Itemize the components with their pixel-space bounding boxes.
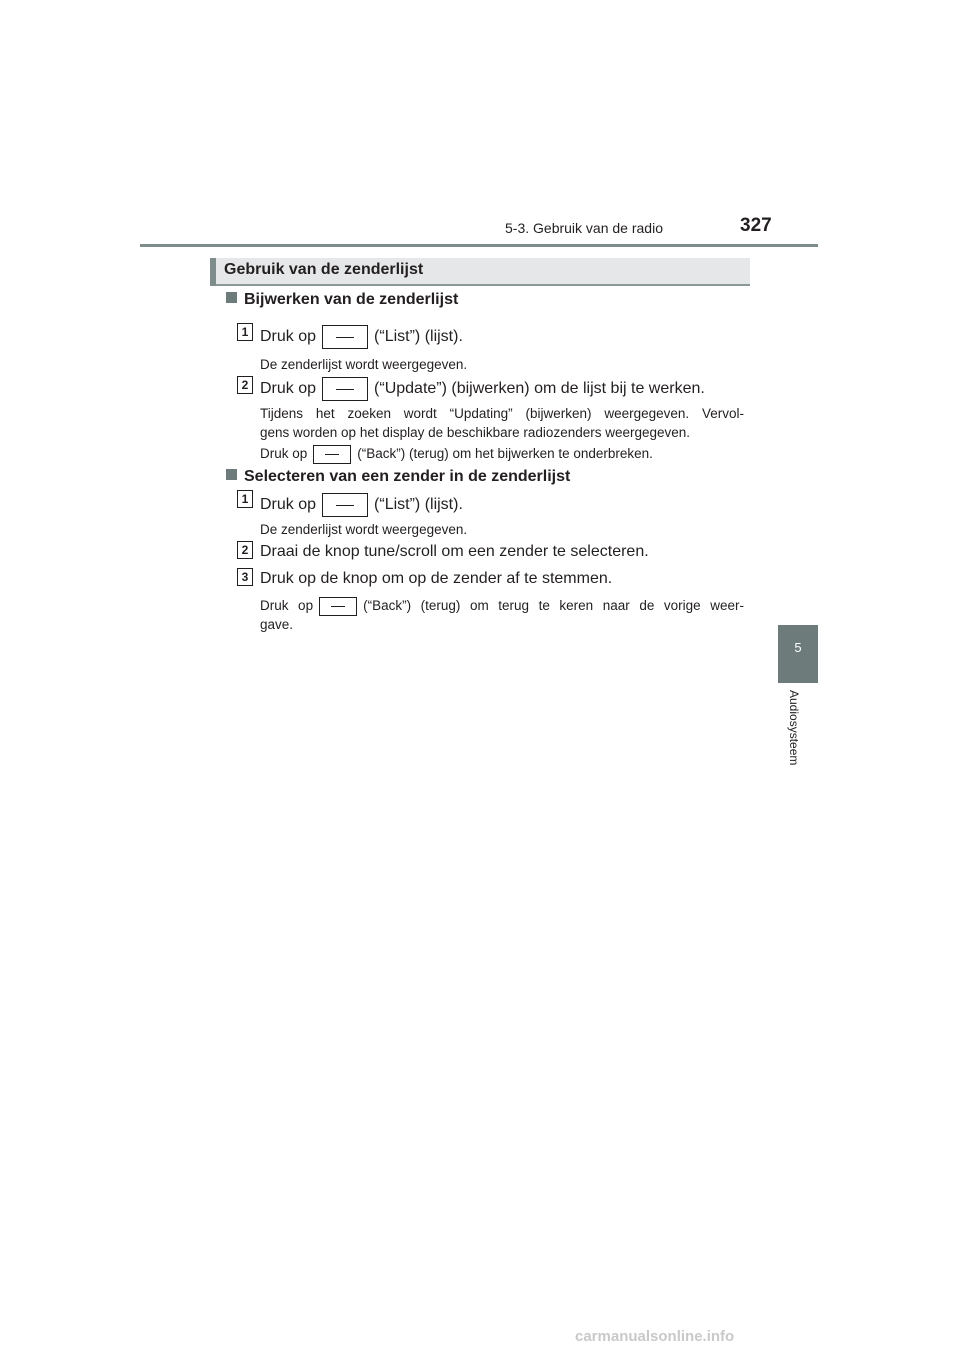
- step-text-before: Druk op: [260, 328, 317, 346]
- note-text-before: Druk op: [260, 446, 308, 461]
- step-note-back: [260, 596, 744, 616]
- list-button-icon: [322, 493, 368, 517]
- note-text-after: (“Back”) (terug) om het bijwerken te onderbreken.: [357, 446, 653, 461]
- step-instruction: [260, 377, 705, 401]
- step-number-box: 2: [237, 376, 253, 394]
- section-title-accent: [210, 258, 216, 286]
- step-text-before: Druk op: [260, 496, 317, 514]
- chapter-tab-label-wrap: [773, 690, 813, 800]
- watermark: carmanualsonline.info: [575, 1328, 735, 1345]
- step-note: De zenderlijst wordt weergegeven.: [260, 522, 468, 537]
- subsection-heading-select: [226, 468, 570, 486]
- step-note-line: gens worden op het display de beschikbare radiozenders weergegeven.: [260, 425, 691, 440]
- back-button-icon: [319, 597, 357, 616]
- step-number-box: 3: [237, 568, 253, 586]
- step-note: De zenderlijst wordt weergegeven.: [260, 357, 468, 372]
- square-bullet-icon: [226, 469, 237, 480]
- chapter-tab-number: 5: [794, 640, 802, 655]
- step-text-after: (“List”) (lijst).: [374, 496, 463, 514]
- step-number-box: 1: [237, 323, 253, 341]
- section-title: Gebruik van de zenderlijst: [224, 261, 424, 278]
- step-note-line: gave.: [260, 617, 294, 632]
- step-instruction: [260, 493, 463, 517]
- back-button-icon: [313, 445, 351, 464]
- step-note-line: Tijdens het zoeken wordt “Updating” (bijwerken) weergegeven. Vervol-: [260, 406, 744, 421]
- step-instruction: [260, 325, 463, 349]
- note-text-before: Druk op: [260, 598, 314, 613]
- subsection-heading-update: [226, 291, 458, 309]
- step-instruction: Draai de knop tune/scroll om een zender te selecteren.: [260, 543, 649, 560]
- chapter-tab-label: Audiosysteem: [787, 690, 801, 766]
- list-button-icon: [322, 325, 368, 349]
- header-rule: [140, 244, 818, 247]
- step-instruction: Druk op de knop om op de zender af te stemmen.: [260, 570, 613, 587]
- step-note-back: [260, 444, 653, 464]
- step-text-after: (“Update”) (bijwerken) om de lijst bij te werken.: [374, 380, 705, 398]
- square-bullet-icon: [226, 292, 237, 303]
- running-header-section: 5-3. Gebruik van de radio: [505, 220, 663, 236]
- page-number: 327: [740, 215, 772, 236]
- note-text-after: (“Back”) (terug) om terug te keren naar de vorige weer-: [363, 598, 744, 613]
- subsection-heading-text: Selecteren van een zender in de zenderlijst: [244, 468, 571, 485]
- step-text-after: (“List”) (lijst).: [374, 328, 463, 346]
- subsection-heading-text: Bijwerken van de zenderlijst: [244, 291, 459, 308]
- step-text-before: Druk op: [260, 380, 317, 398]
- update-button-icon: [322, 377, 368, 401]
- step-number-box: 2: [237, 541, 253, 559]
- step-number-box: 1: [237, 490, 253, 508]
